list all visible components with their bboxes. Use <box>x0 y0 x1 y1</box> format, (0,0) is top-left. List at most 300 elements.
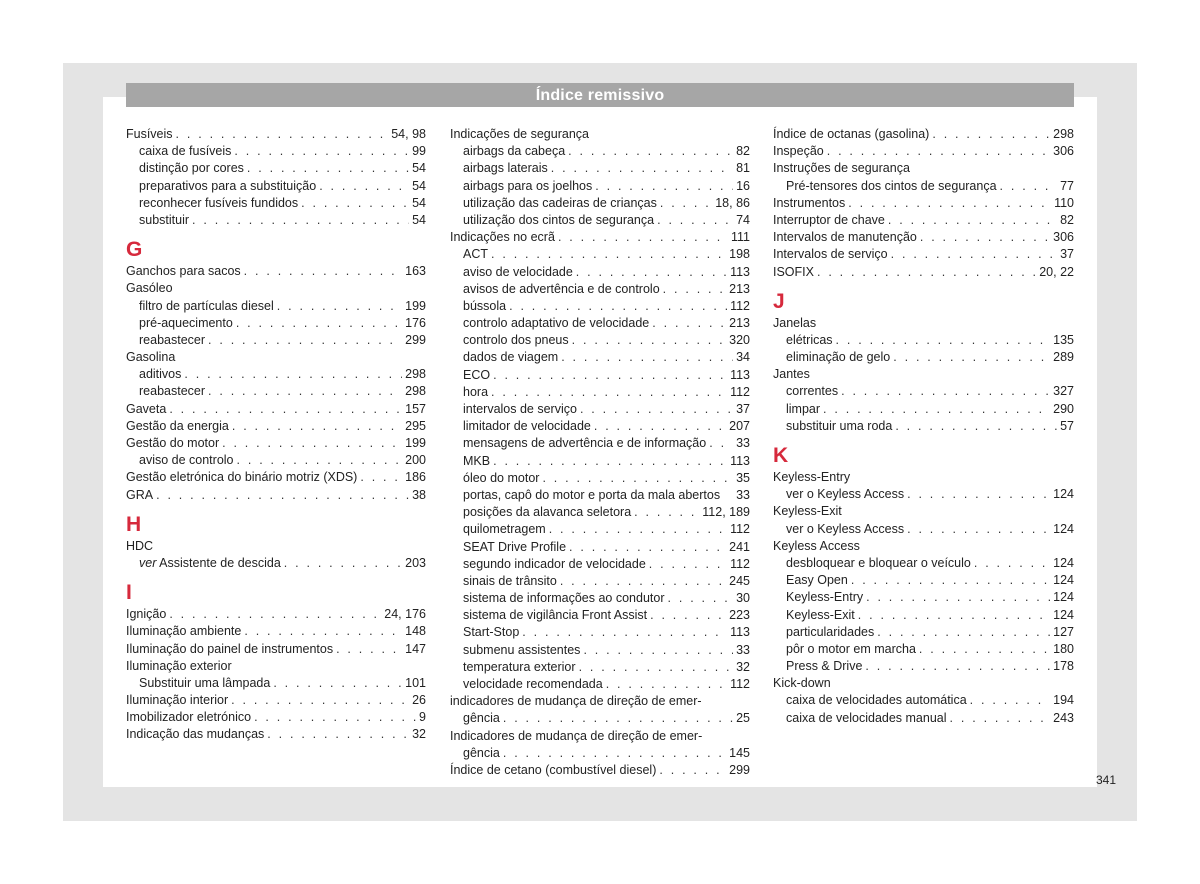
page-reference: 186 <box>405 470 426 485</box>
page-reference: 34 <box>736 350 750 365</box>
index-entry <box>126 658 426 675</box>
dot-leader <box>360 469 402 486</box>
dot-leader <box>234 143 409 160</box>
dot-leader <box>301 195 409 212</box>
entry-label: Imobilizador eletrónico <box>126 710 252 725</box>
dot-leader <box>208 383 402 400</box>
page-reference: 213 <box>729 281 750 296</box>
dot-leader <box>919 641 1050 658</box>
index-entry <box>126 401 426 418</box>
page-reference: 81 <box>736 161 750 176</box>
page-reference: 298 <box>1053 127 1074 141</box>
index-entry <box>126 692 426 709</box>
entry-label: SEAT Drive Profile <box>463 539 567 554</box>
entry-label: aviso de velocidade <box>463 264 573 279</box>
entry-label: Keyless-Exit <box>773 504 842 519</box>
page-reference: 57 <box>1060 418 1074 433</box>
dot-leader <box>169 401 402 418</box>
page-reference: 82 <box>1060 212 1074 227</box>
entry-label: mensagens de advertência e de informação <box>463 436 707 451</box>
index-column-3 <box>773 126 1074 727</box>
index-entry <box>126 349 426 366</box>
dot-leader <box>572 332 727 349</box>
section-letter: J <box>773 289 785 313</box>
index-subentry <box>450 556 750 573</box>
index-subentry <box>450 401 750 418</box>
index-subentry <box>450 710 750 727</box>
dot-leader <box>273 675 402 692</box>
index-subentry <box>773 624 1074 641</box>
dot-leader <box>184 366 402 383</box>
index-subentry <box>450 624 750 641</box>
page-reference: 194 <box>1053 693 1074 708</box>
page-reference: 112 <box>730 556 750 571</box>
index-subentry <box>773 332 1074 349</box>
entry-label: caixa de velocidades automática <box>786 693 967 708</box>
index-subentry <box>773 607 1074 624</box>
entry-label: limpar <box>786 401 821 416</box>
page-reference: 37 <box>1060 247 1074 262</box>
index-subentry <box>126 366 426 383</box>
index-subentry <box>773 418 1074 435</box>
entry-label: Índice de cetano (combustível diesel) <box>450 762 657 777</box>
entry-label: Iluminação interior <box>126 693 229 708</box>
dot-leader <box>244 263 402 280</box>
index-entry <box>126 280 426 297</box>
index-subentry <box>126 143 426 160</box>
dot-leader <box>254 709 416 726</box>
entry-label: controlo dos pneus <box>463 333 569 348</box>
page-reference: 147 <box>405 641 426 656</box>
page-reference: 200 <box>405 453 426 468</box>
index-subentry <box>126 298 426 315</box>
dot-leader <box>319 178 409 195</box>
entry-label: ACT <box>463 247 488 262</box>
page-number: 341 <box>1096 773 1117 787</box>
page-reference: 124 <box>1053 607 1074 622</box>
entry-label: pôr o motor em marcha <box>786 641 916 656</box>
entry-label: velocidade recomendada <box>463 677 603 691</box>
page-reference: 33 <box>736 487 750 502</box>
index-subentry <box>450 298 750 315</box>
entry-label: sinais de trânsito <box>463 573 557 588</box>
entry-label: posições da alavanca seletora <box>463 505 632 520</box>
dot-leader <box>208 332 402 349</box>
index-subentry <box>126 315 426 332</box>
index-subentry <box>450 573 750 590</box>
index-subentry <box>126 555 426 572</box>
section-letter: K <box>773 444 789 467</box>
dot-leader <box>650 607 726 624</box>
index-entry <box>773 503 1074 520</box>
dot-leader <box>827 143 1050 160</box>
entry-label: elétricas <box>786 332 833 347</box>
entry-label: temperatura exterior <box>463 659 576 674</box>
dot-leader <box>970 692 1050 709</box>
entry-label: Índice de octanas (gasolina) <box>773 127 930 141</box>
index-column-2 <box>450 126 750 779</box>
index-subentry <box>773 349 1074 366</box>
dot-leader <box>865 658 1050 675</box>
dot-leader <box>606 676 727 693</box>
index-subentry <box>450 160 750 177</box>
entry-label: Janelas <box>773 315 817 330</box>
index-subentry <box>773 555 1074 572</box>
dot-leader <box>649 556 727 573</box>
page-reference: 33 <box>736 436 750 451</box>
dot-leader <box>176 126 389 143</box>
entry-label: caixa de velocidades manual <box>786 710 947 725</box>
index-subentry <box>450 178 750 195</box>
page-reference: 54 <box>412 212 426 227</box>
dot-leader <box>493 453 727 470</box>
page-reference: 32 <box>412 727 426 742</box>
entry-label: Pré-tensores dos cintos de segurança <box>786 178 997 193</box>
entry-label: Keyless-Entry <box>786 590 864 605</box>
page-reference: 20, 22 <box>1039 264 1074 279</box>
index-entry <box>126 469 426 486</box>
entry-label: pré-aquecimento <box>139 315 233 330</box>
dot-leader <box>891 246 1057 263</box>
index-entry <box>126 726 426 743</box>
entry-label: Jantes <box>773 367 810 382</box>
index-entry <box>773 246 1074 263</box>
index-subentry <box>126 178 426 195</box>
index-subentry <box>450 212 750 229</box>
index-subentry <box>773 710 1074 727</box>
entry-label: substituir uma roda <box>786 418 893 433</box>
entry-label: Indicação das mudanças <box>126 727 265 742</box>
page-reference: 295 <box>405 418 426 433</box>
index-subentry <box>773 572 1074 589</box>
dot-leader <box>920 229 1050 246</box>
entry-label: Keyless-Entry <box>773 470 851 484</box>
page-reference: 124 <box>1053 555 1074 570</box>
dot-leader <box>503 710 733 727</box>
dot-leader <box>561 349 733 366</box>
page-reference: 306 <box>1053 144 1074 159</box>
dot-leader <box>284 555 402 572</box>
page-reference: 213 <box>729 316 750 331</box>
page-reference: 178 <box>1053 659 1074 674</box>
entry-label: airbags para os joelhos <box>463 178 593 193</box>
dot-leader <box>836 332 1051 349</box>
entry-label: portas, capô do motor e porta da mala abertos <box>463 487 721 502</box>
dot-leader <box>551 160 733 177</box>
index-entry <box>450 126 750 143</box>
entry-label: particularidades <box>786 624 875 639</box>
page-reference: 148 <box>405 624 426 639</box>
page-reference: 112 <box>730 522 750 537</box>
page-reference: 32 <box>736 659 750 674</box>
index-subentry <box>126 195 426 212</box>
entry-label: MKB <box>463 453 491 468</box>
index-entry <box>450 762 750 779</box>
entry-label: Keyless-Exit <box>786 607 855 622</box>
dot-leader <box>222 435 402 452</box>
index-entry <box>773 675 1074 692</box>
index-subentry <box>450 487 750 504</box>
page-reference: 113 <box>730 453 750 468</box>
page-reference: 245 <box>729 573 750 588</box>
dot-leader <box>568 143 733 160</box>
dot-leader <box>634 504 699 521</box>
page-reference: 112 <box>730 384 750 399</box>
entry-label: preparativos para a substituição <box>139 178 317 193</box>
entry-label: Easy Open <box>786 573 848 588</box>
index-entry <box>126 623 426 640</box>
entry-label: Gestão eletrónica do binário motriz (XDS) <box>126 470 358 485</box>
index-entry <box>773 469 1074 486</box>
page-reference: 327 <box>1053 384 1074 399</box>
page-reference: 241 <box>729 539 750 554</box>
index-header: Índice remissivo <box>126 83 1074 107</box>
dot-leader <box>509 298 727 315</box>
entry-label <box>139 555 281 572</box>
page-reference: 207 <box>729 419 750 434</box>
page-reference: 113 <box>730 264 750 279</box>
page-reference: 299 <box>405 332 426 347</box>
index-subentry <box>773 589 1074 606</box>
entry-label: intervalos de serviço <box>463 402 577 416</box>
dot-leader <box>594 418 726 435</box>
entry-label: quilometragem <box>463 522 546 537</box>
index-subentry <box>773 692 1074 709</box>
dot-leader <box>659 762 726 779</box>
page-reference: 145 <box>729 745 750 760</box>
page-reference: 38 <box>412 487 426 502</box>
index-subentry <box>126 212 426 229</box>
entry-label: ver o Keyless Access <box>786 521 905 536</box>
entry-label: reabastecer <box>139 384 206 399</box>
page-reference: 112 <box>730 298 750 313</box>
entry-label: hora <box>463 384 489 399</box>
dot-leader <box>336 641 402 658</box>
index-subentry <box>450 384 750 401</box>
entry-label: GRA <box>126 487 154 502</box>
index-subentry <box>450 521 750 538</box>
entry-label: Instrumentos <box>773 195 846 210</box>
page-reference: 198 <box>729 247 750 262</box>
index-subentry <box>450 264 750 281</box>
entry-label: Gestão da energia <box>126 418 229 433</box>
entry-label: Start-Stop <box>463 625 520 640</box>
dot-leader <box>974 555 1050 572</box>
dot-leader <box>907 486 1050 503</box>
entry-label: utilização dos cintos de segurança <box>463 212 655 227</box>
entry-label: Iluminação do painel de instrumentos <box>126 641 334 656</box>
index-subentry <box>450 143 750 160</box>
dot-leader <box>580 401 733 418</box>
page-reference: 82 <box>736 144 750 159</box>
index-entry <box>450 229 750 246</box>
dot-leader <box>156 487 409 504</box>
index-column-1 <box>126 126 426 744</box>
page-reference: 74 <box>736 212 750 227</box>
index-entry <box>773 538 1074 555</box>
page-reference: 223 <box>729 608 750 623</box>
dot-leader <box>583 642 733 659</box>
entry-label: Kick-down <box>773 676 831 691</box>
entry-label: Indicadores de mudança de direção de emer- <box>450 728 703 743</box>
entry-label: Indicações de segurança <box>450 127 589 141</box>
dot-leader <box>1000 178 1058 195</box>
page-reference: 124 <box>1053 487 1074 502</box>
dot-leader <box>522 624 727 641</box>
entry-label: Interruptor de chave <box>773 212 885 227</box>
entry-label: Intervalos de manutenção <box>773 230 917 245</box>
dot-leader <box>549 521 727 538</box>
entry-label: reabastecer <box>139 332 206 347</box>
page-reference: 54, 98 <box>391 127 426 141</box>
index-subentry <box>126 383 426 400</box>
page-reference: 124 <box>1053 573 1074 588</box>
entry-label: Inspeção <box>773 144 824 159</box>
entry-label: indicadores de mudança de direção de emer- <box>450 694 702 709</box>
entry-label: Keyless Access <box>773 538 860 553</box>
index-subentry <box>773 178 1074 195</box>
entry-label: ECO <box>463 367 491 382</box>
index-subentry <box>450 607 750 624</box>
page-reference: 199 <box>405 436 426 450</box>
index-entry <box>126 538 426 555</box>
entry-label: Gestão do motor <box>126 436 220 450</box>
page-reference: 101 <box>405 675 426 690</box>
index-entry <box>773 160 1074 177</box>
index-subentry <box>450 281 750 298</box>
index-subentry <box>450 332 750 349</box>
dot-leader <box>907 521 1050 538</box>
page-reference: 298 <box>405 367 426 382</box>
dot-leader <box>866 589 1050 606</box>
dot-leader <box>232 418 402 435</box>
page-reference: 127 <box>1053 624 1074 639</box>
page-reference: 113 <box>730 367 750 382</box>
entry-label: filtro de partículas diesel <box>139 298 274 313</box>
page-reference: 35 <box>736 470 750 485</box>
dot-leader <box>709 435 733 452</box>
index-entry <box>773 315 1074 332</box>
index-subentry <box>450 504 750 521</box>
page-reference: 243 <box>1053 710 1074 725</box>
page-reference: 54 <box>412 161 426 176</box>
page-reference: 203 <box>405 555 426 570</box>
entry-label: distinção por cores <box>139 161 244 176</box>
entry-label: Gasóleo <box>126 281 173 296</box>
entry-label: Fusíveis <box>126 127 173 141</box>
page-reference: 124 <box>1053 521 1074 536</box>
page-reference: 26 <box>412 693 426 708</box>
page-reference: 180 <box>1053 641 1074 656</box>
index-entry <box>450 728 750 745</box>
entry-label: Ignição <box>126 607 167 622</box>
page-reference: 33 <box>736 642 750 657</box>
entry-label: correntes <box>786 384 839 399</box>
index-subentry <box>773 401 1074 418</box>
dot-leader <box>893 349 1050 366</box>
entry-label: aviso de controlo <box>139 453 234 468</box>
entry-label: gência <box>463 711 500 726</box>
entry-label: desbloquear e bloquear o veículo <box>786 555 971 570</box>
dot-leader <box>493 367 727 384</box>
dot-leader <box>560 573 726 590</box>
index-entry <box>773 264 1074 281</box>
page-reference: 290 <box>1053 401 1074 416</box>
page-reference: 77 <box>1060 178 1074 193</box>
entry-label: airbags laterais <box>463 161 548 176</box>
page-reference: 18, 86 <box>715 195 750 210</box>
page-reference: 99 <box>412 144 426 159</box>
page-reference: 299 <box>729 762 750 777</box>
dot-leader <box>569 539 726 556</box>
index-subentry <box>450 745 750 762</box>
page-reference: 25 <box>736 711 750 726</box>
dot-leader <box>652 315 726 332</box>
page-reference: 124 <box>1053 590 1074 605</box>
page-reference: 9 <box>419 710 426 725</box>
index-subentry <box>126 160 426 177</box>
dot-leader <box>576 264 727 281</box>
dot-leader <box>858 607 1050 624</box>
entry-label: aditivos <box>139 367 182 382</box>
dot-leader <box>491 384 727 401</box>
entry-label: Iluminação ambiente <box>126 624 242 639</box>
dot-leader <box>823 401 1050 418</box>
page-reference: 30 <box>736 591 750 606</box>
entry-label: dados de viagem <box>463 350 559 365</box>
dot-leader <box>491 246 726 263</box>
entry-label: Instruções de segurança <box>773 161 910 176</box>
entry-label: bússola <box>463 298 507 313</box>
dot-leader <box>558 229 728 246</box>
page-reference: 54 <box>412 178 426 193</box>
index-subentry <box>450 349 750 366</box>
page-reference: 110 <box>1054 195 1074 210</box>
dot-leader <box>851 572 1050 589</box>
index-entry <box>126 487 426 504</box>
page-reference: 112 <box>730 677 750 691</box>
index-subentry <box>450 676 750 693</box>
page-reference: 163 <box>405 264 426 279</box>
dot-leader <box>169 606 381 623</box>
entry-label: Indicações no ecrã <box>450 230 555 245</box>
entry-label: segundo indicador de velocidade <box>463 556 646 571</box>
index-entry <box>773 229 1074 246</box>
index-subentry <box>126 332 426 349</box>
index-entry <box>773 366 1074 383</box>
dot-leader <box>579 659 734 676</box>
dot-leader <box>237 452 403 469</box>
index-subentry <box>450 418 750 435</box>
entry-label: gência <box>463 745 500 760</box>
page-reference: 112, 189 <box>702 505 750 520</box>
index-entry <box>126 418 426 435</box>
dot-leader <box>877 624 1050 641</box>
page-reference: 176 <box>405 315 426 330</box>
page-reference: 306 <box>1053 230 1074 245</box>
dot-leader <box>277 298 402 315</box>
index-entry <box>126 435 426 452</box>
entry-label: reconhecer fusíveis fundidos <box>139 195 299 210</box>
dot-leader <box>595 178 733 195</box>
index-entry <box>126 126 426 143</box>
dot-leader <box>247 160 409 177</box>
index-entry <box>126 641 426 658</box>
entry-label: ver o Keyless Access <box>786 487 905 502</box>
page-reference: 37 <box>736 402 750 416</box>
index-subentry <box>773 658 1074 675</box>
entry-label: sistema de informações ao condutor <box>463 591 665 606</box>
